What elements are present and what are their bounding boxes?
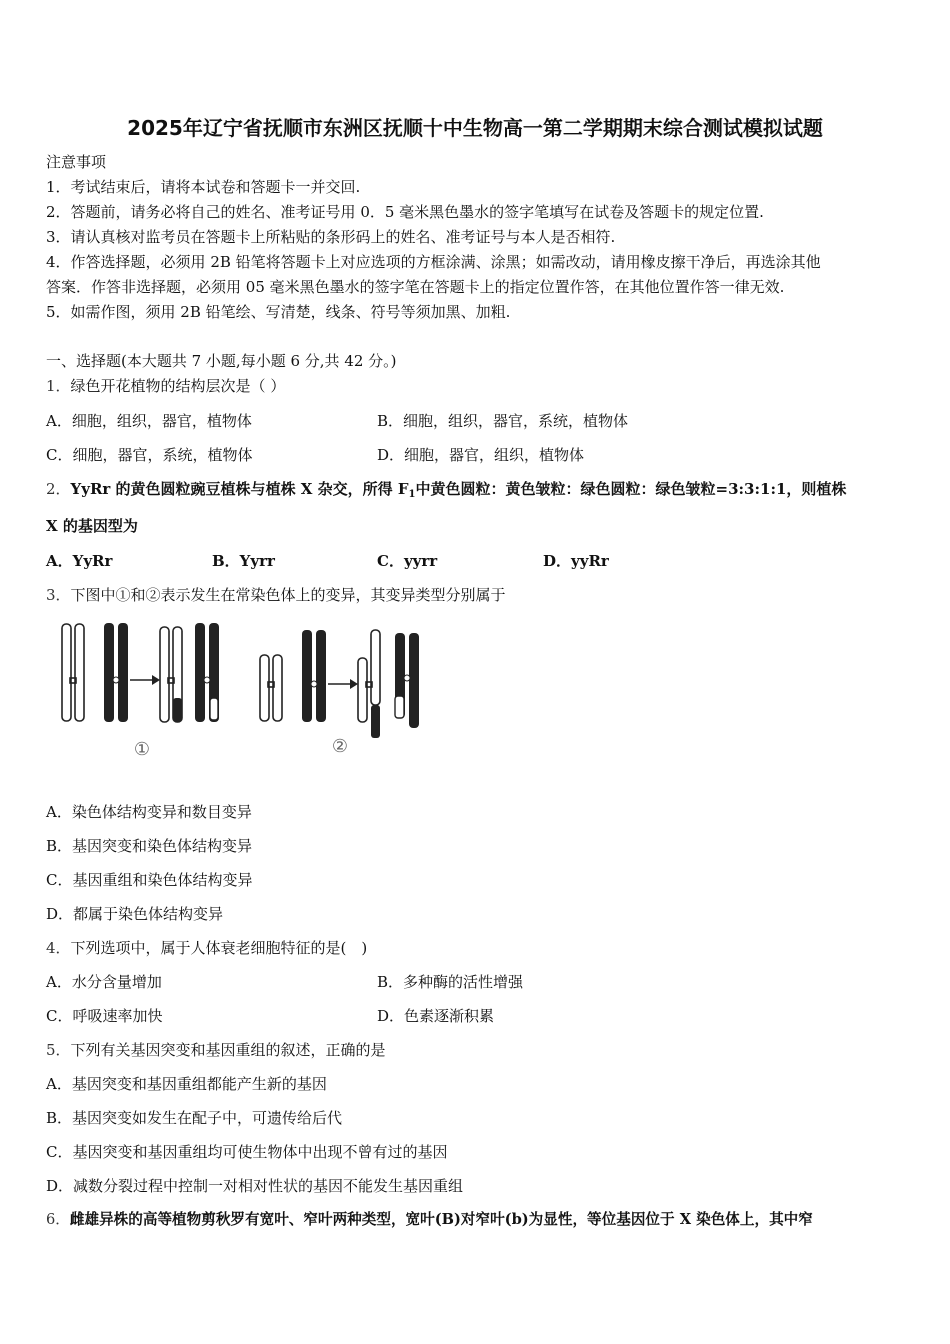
notice-item-5: 5．如需作图，须用 2B 铅笔绘、写清楚，线条、符号等须加黑、加粗.: [46, 303, 511, 321]
translocated-segment-light: [395, 696, 404, 718]
question-5: [46, 1040, 386, 1060]
centromere: [311, 681, 317, 687]
question-number: 4．: [46, 939, 71, 957]
question-number: 1．: [46, 377, 71, 395]
page-title: 2025年辽宁省抚顺市东洲区抚顺十中生物高一第二学期期末综合测试模拟试题: [127, 116, 823, 140]
question-3: [46, 585, 506, 605]
q2-option-c: C．yyrr: [377, 552, 438, 570]
q2-option-d: D．yyRr: [543, 552, 609, 570]
notice-item-3: 3．请认真核对监考员在答题卡上所粘贴的条形码上的姓名、准考证号与本人是否相符.: [46, 228, 616, 246]
q3-option-d: D．都属于染色体结构变异: [46, 905, 224, 923]
question-stem: 下图中①和②表示发生在常染色体上的变异，其变异类型分别属于: [70, 586, 506, 604]
question-2-cont: X 的基因型为: [46, 517, 138, 535]
notice-item-2: 2．答题前，请务必将自己的姓名、准考证号用 0．5 毫米黑色墨水的签字笔填写在试卷及答题卡的规定位置.: [46, 203, 764, 221]
q2-option-a: A．YyRr: [46, 552, 113, 570]
q1-option-b: B．细胞，组织，器官，系统，植物体: [377, 412, 629, 430]
chromosome-hollow: [273, 655, 282, 721]
chromosome-hollow: [371, 630, 380, 705]
question-number: 5．: [46, 1041, 71, 1059]
q2-option-b: B．Yyrr: [212, 552, 275, 570]
centromere: [404, 675, 410, 681]
q3-option-c: C．基因重组和染色体结构变异: [46, 871, 253, 889]
exchanged-segment-light: [210, 698, 218, 720]
question-number: 3．: [46, 586, 71, 604]
chromosome-hollow: [75, 624, 84, 721]
question-stem: 雌雄异株的高等植物剪秋罗有宽叶、窄叶两种类型，宽叶(B)对窄叶(b)为显性，等位基因位于 X 染色体上，其中窄: [69, 1211, 813, 1228]
question-4: [46, 938, 367, 958]
chromosome-hollow: [160, 627, 169, 722]
chromosome-dark: [316, 630, 326, 722]
chromosome-hollow: [260, 655, 269, 721]
question-stem-b: 中黄色圆粒：黄色皱粒：绿色圆粒：绿色皱粒=3:3:1:1，则植株: [415, 480, 847, 498]
q4-option-a: A．水分含量增加: [46, 973, 162, 991]
q1-option-c: C．细胞，器官，系统，植物体: [46, 446, 253, 464]
chromosome-hollow: [62, 624, 71, 721]
chromosome-figure: [52, 618, 432, 768]
question-2: [46, 479, 846, 505]
q1-option-a: A．细胞，组织，器官，植物体: [46, 412, 252, 430]
exchanged-segment-dark: [173, 698, 182, 722]
q4-option-c: C．呼吸速率加快: [46, 1007, 163, 1025]
q5-option-b: B．基因突变如发生在配子中，可遗传给后代: [46, 1109, 343, 1127]
q5-option-a: A．基因突变和基因重组都能产生新的基因: [46, 1075, 327, 1093]
chromosome-dark: [118, 623, 128, 722]
q5-option-c: C．基因突变和基因重组均可使生物体中出现不曾有过的基因: [46, 1143, 448, 1161]
question-stem: 下列有关基因突变和基因重组的叙述，正确的是: [70, 1041, 386, 1059]
question-stem-a: YyRr 的黄色圆粒豌豆植株与植株 X 杂交，所得 F: [70, 480, 409, 498]
notice-item-4: 4．作答选择题，必须用 2B 铅笔将答题卡上对应选项的方框涂满、涂黑；如需改动，请用橡皮擦干净后，再选涂其他: [46, 253, 821, 271]
chromosome-hollow: [358, 658, 367, 722]
centromere: [204, 677, 210, 683]
arrow-head-icon: [152, 675, 160, 685]
q1-option-d: D．细胞，器官，组织，植物体: [377, 446, 585, 464]
notice-item-1: 1．考试结束后，请将本试卷和答题卡一并交回.: [46, 178, 361, 196]
question-6: [46, 1210, 813, 1230]
q4-option-d: D．色素逐渐积累: [377, 1007, 495, 1025]
q4-option-b: B．多种酶的活性增强: [377, 973, 524, 991]
chromosome-dark: [302, 630, 312, 722]
question-number: 2．: [46, 480, 71, 498]
section-heading: 一、选择题(本大题共 7 小题,每小题 6 分,共 42 分。): [46, 352, 397, 370]
chromosome-dark: [104, 623, 114, 722]
question-stem-sub: 1: [408, 489, 416, 500]
q5-option-d: D．减数分裂过程中控制一对相对性状的基因不能发生基因重组: [46, 1177, 464, 1195]
question-number: 6．: [46, 1211, 70, 1228]
chromosome-dark: [195, 623, 205, 722]
centromere: [113, 677, 119, 683]
question-1: [46, 376, 285, 396]
notice-heading: 注意事项: [46, 153, 107, 171]
q3-option-a: A．染色体结构变异和数目变异: [46, 803, 252, 821]
q3-option-b: B．基因突变和染色体结构变异: [46, 837, 253, 855]
question-stem: 下列选项中，属于人体衰老细胞特征的是( ): [70, 939, 368, 957]
arrow-head-icon: [350, 679, 358, 689]
notice-item-4-cont: 答案．作答非选择题，必须用 05 毫米黑色墨水的签字笔在答题卡上的指定位置作答，在其他位置作答一律无效.: [46, 278, 785, 296]
chromosome-dark: [409, 633, 419, 728]
figure-label-2: ②: [331, 736, 349, 757]
question-stem: 绿色开花植物的结构层次是（ ）: [70, 377, 286, 395]
figure-label-1: ①: [133, 739, 151, 760]
translocated-segment-dark: [371, 705, 380, 738]
